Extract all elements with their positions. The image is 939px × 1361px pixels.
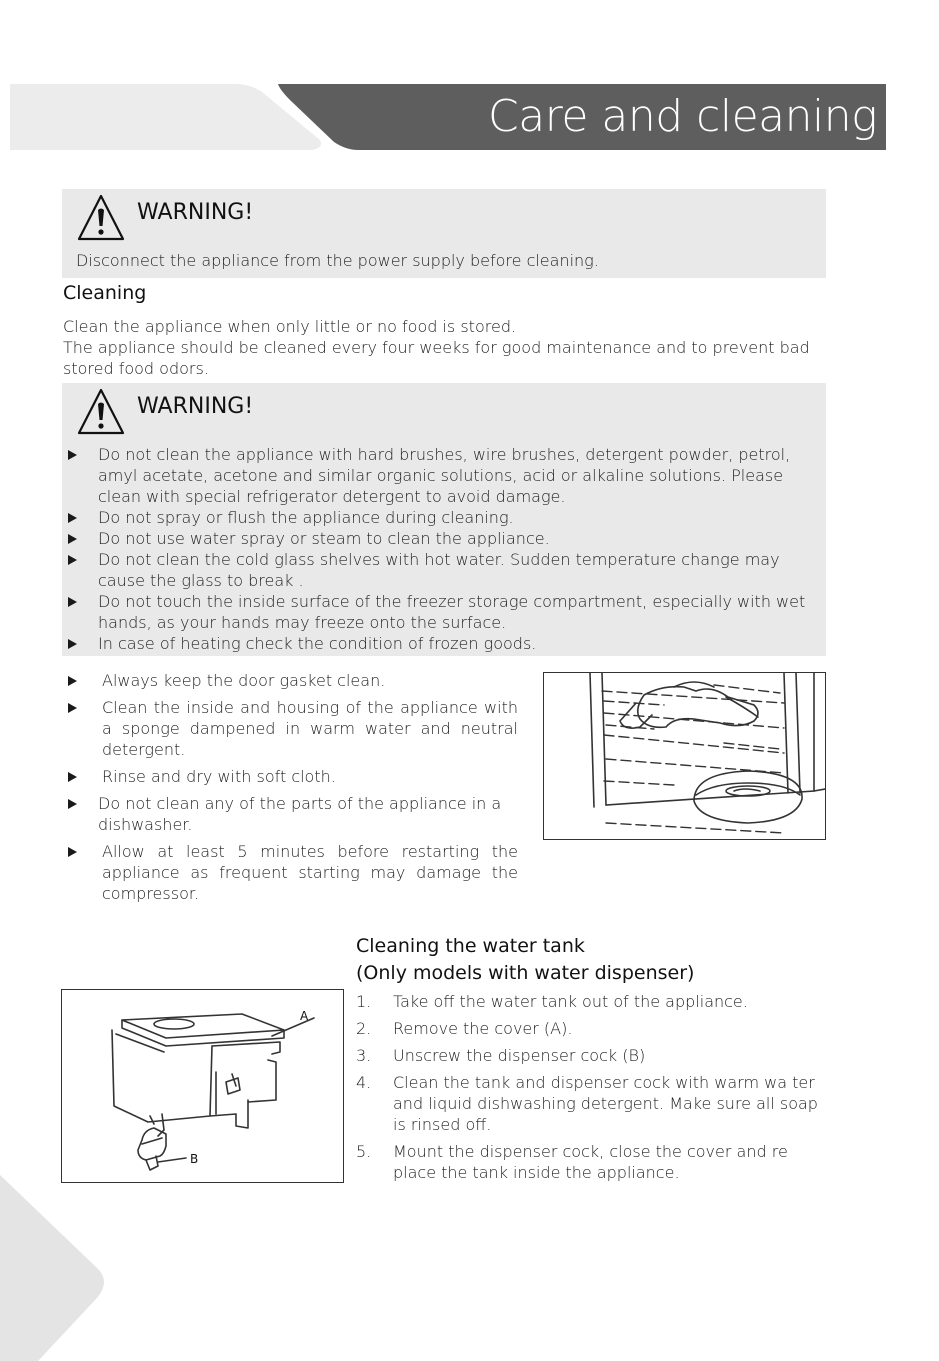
warning-icon	[76, 193, 126, 243]
warning-box-power	[62, 189, 826, 278]
list-item: Do not clean the appliance with hard brushes, wire brushes, detergent powder, petrol, amyl acetate, acetone and similar organic solutions, acid or alkaline solutions. Please clean with special refrigerator detergent to avoid damage.	[68, 444, 822, 507]
list-item: Rinse and dry with soft cloth.	[68, 766, 530, 787]
list-item: Always keep the door gasket clean.	[68, 670, 530, 691]
list-item: Clean the inside and housing of the appliance with a sponge dampened in warm water and neutral detergent.	[68, 697, 530, 760]
list-item: Do not use water spray or steam to clean the appliance.	[68, 528, 822, 549]
tips-list	[68, 670, 530, 904]
fridge-cleaning-illustration	[543, 672, 826, 840]
list-item: Do not clean any of the parts of the appliance in a dishwasher.	[68, 793, 530, 835]
sponge-wiping-icon	[544, 673, 825, 839]
cleaning-line-1: Clean the appliance when only little or no food is stored.	[63, 317, 517, 336]
warning-title: WARNING!	[137, 394, 254, 419]
list-item: Do not spray or flush the appliance during cleaning.	[68, 507, 822, 528]
warning-title: WARNING!	[137, 200, 254, 225]
water-tank-illustration	[61, 989, 344, 1183]
water-tank-steps	[356, 991, 826, 1183]
warning-box-cleaning	[62, 383, 826, 656]
corner-decoration	[0, 1175, 120, 1361]
label-a: A	[300, 1009, 309, 1023]
list-item: Allow at least 5 minutes before restarting the appliance as frequent starting may damage the compressor.	[68, 841, 530, 904]
list-item: 5. Mount the dispenser cock, close the cover and re place the tank inside the appliance.	[356, 1142, 788, 1182]
warning-list	[68, 444, 822, 654]
water-tank-icon	[62, 990, 343, 1182]
warning-icon	[76, 387, 126, 437]
list-item: 2. Remove the cover (A).	[356, 1019, 573, 1038]
list-item: Do not clean the cold glass shelves with hot water. Sudden temperature change may cause the glass to break .	[68, 549, 822, 591]
page-title: Care and cleaning	[488, 91, 877, 142]
list-item: 3. Unscrew the dispenser cock (B)	[356, 1046, 646, 1065]
list-item: 1. Take off the water tank out of the appliance.	[356, 992, 748, 1011]
cleaning-line-2: The appliance should be cleaned every four weeks for good maintenance and to prevent bad stored food odors.	[63, 338, 810, 378]
water-tank-heading: Cleaning the water tank	[356, 935, 585, 957]
list-item: In case of heating check the condition of frozen goods.	[68, 633, 822, 654]
cleaning-heading: Cleaning	[63, 282, 147, 304]
warning-text: Disconnect the appliance from the power supply before cleaning.	[76, 251, 599, 270]
list-item: Do not touch the inside surface of the freezer storage compartment, especially with wet hands, as your hands may freeze onto the surface.	[68, 591, 822, 633]
water-tank-subheading: (Only models with water dispenser)	[356, 962, 695, 984]
list-item: 4. Clean the tank and dispenser cock with warm wa ter and liquid dishwashing detergent. Make sure all soap is rinsed off.	[356, 1073, 818, 1134]
label-b: B	[190, 1152, 199, 1166]
